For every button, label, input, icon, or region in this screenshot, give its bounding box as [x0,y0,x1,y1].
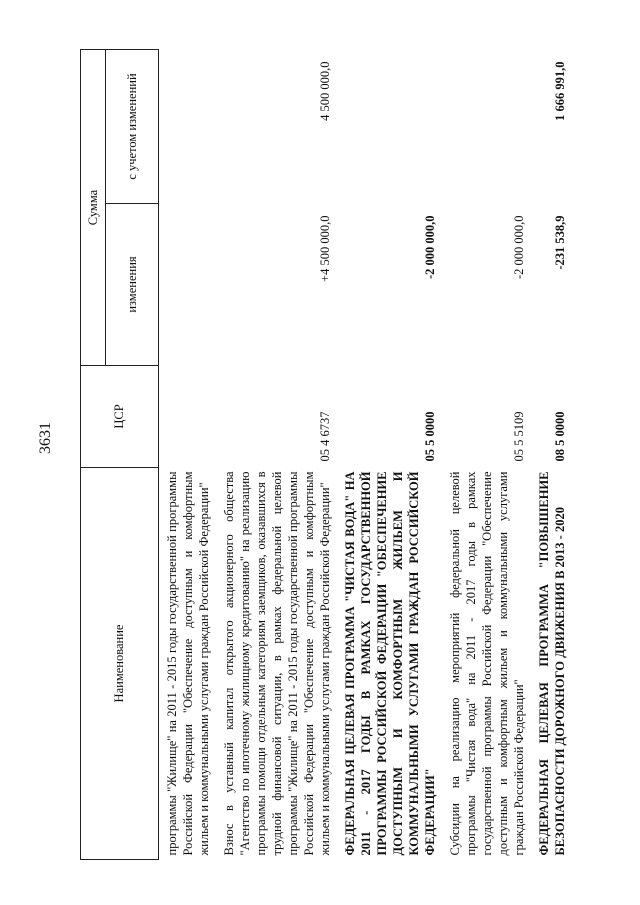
table-row [442,50,531,860]
row-code: 05 4 6737 [318,411,332,462]
row-name: Субсидии на реализацию мероприятий федеральной целевой программы "Чистая вода" на 2011 - 2017 годы в рамках государственной программы Российской Федерации "Обеспечение доступным и комфортным жильем и коммунальными услугами граждан Российской Федерации" [448,471,526,856]
header-changes: изменения [106,204,159,366]
row-change: -231 538,9 [553,215,567,270]
row-change [159,204,217,366]
header-code: ЦСР [81,366,159,468]
row-change: +4 500 000,0 [318,215,332,282]
row-name: программы "Жилище" на 2011 - 2015 годы государственной программы Российской Федерации "Обеспечение доступным и комфортным жильем и коммунальными услугами граждан Российской Федерации" [165,471,211,856]
row-total [337,50,442,204]
table-row [531,50,572,860]
row-total: 4 500 000,0 [318,61,332,121]
row-change: -2 000 000,0 [512,215,526,280]
row-code: 08 5 0000 [553,411,567,462]
row-total [159,50,217,204]
table-row [337,50,442,860]
rotated-page-content [80,50,605,860]
row-total [442,50,531,204]
row-code [159,366,217,468]
row-change: -2 000 000,0 [423,215,437,280]
budget-table [80,49,572,860]
page-number: 3631 [37,422,54,454]
row-code: 05 5 0000 [423,411,437,462]
header-name: Наименование [81,468,159,860]
table-row [216,50,337,860]
header-with-changes: с учетом изменений [106,50,159,204]
table-header-row [81,50,106,860]
table-row [159,50,217,860]
row-total: 1 666 991,0 [553,61,567,121]
row-code: 05 5 5109 [512,411,526,462]
row-name: ФЕДЕРАЛЬНАЯ ЦЕЛЕВАЯ ПРОГРАММА "ПОВЫШЕНИЕ БЕЗОПАСНОСТИ ДОРОЖНОГО ДВИЖЕНИЯ В 2013 - 2020 [537,471,567,856]
row-name: ФЕДЕРАЛЬНАЯ ЦЕЛЕВАЯ ПРОГРАММА "ЧИСТАЯ ВОДА" НА 2011 - 2017 ГОДЫ В РАМКАХ ГОСУДАРСТВЕННОЙ ПРОГРАММЫ РОССИЙСКОЙ ФЕДЕРАЦИИ "ОБЕСПЕЧЕНИЕ ДОСТУПНЫМ И КОМФОРТНЫМ ЖИЛЬЕМ И КОММУНАЛЬНЫМИ УСЛУГАМИ ГРАЖДАН РОССИЙСКОЙ ФЕДЕРАЦИИ" [343,471,437,856]
row-name: Взнос в уставный капитал открытого акционерного общества "Агентство по ипотечному жилищному кредитованию" на реализацию программы помощи отдельным категориям заемщиков, оказавшихся в трудной финансовой ситуации, в рамках федеральной целевой программы "Жилище" на 2011 - 2015 годы государственной программы Российской Федерации "Обеспечение доступным и комфортным жильем и коммунальными услугами граждан Российской Федерации" [222,471,332,856]
header-sum: Сумма [81,50,106,366]
